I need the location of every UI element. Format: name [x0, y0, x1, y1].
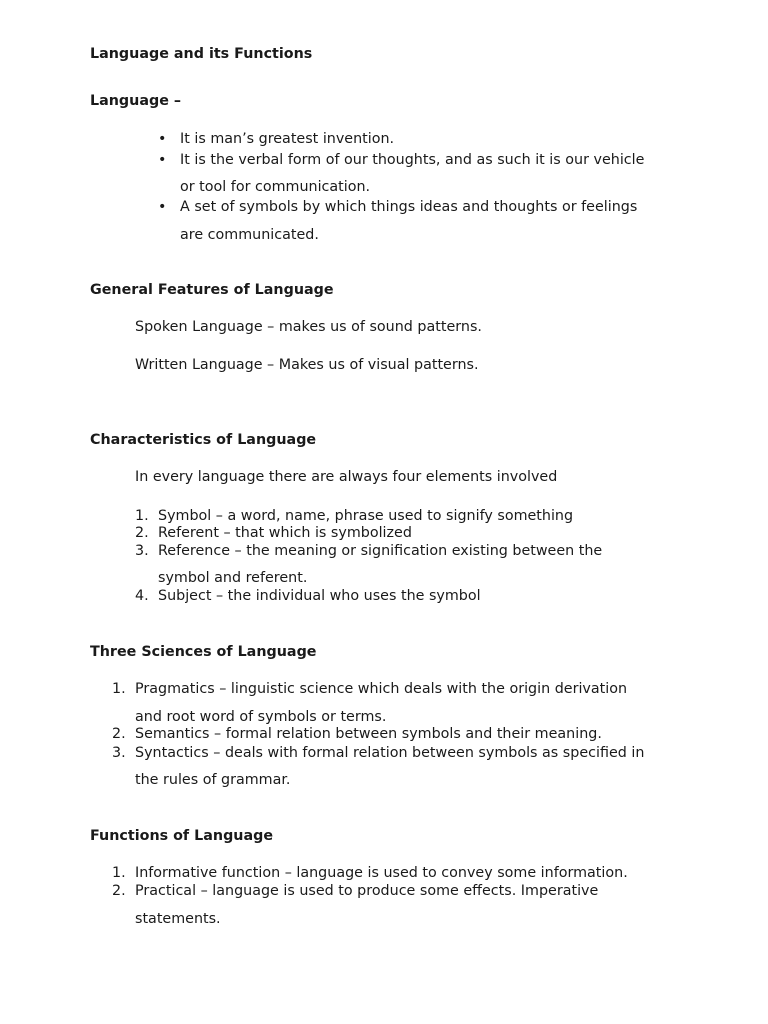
list-item-continuation: symbol and referent. [158, 570, 308, 586]
list-item: Practical – language is used to produce some effects. Imperative [135, 883, 599, 899]
list-marker: 2. [135, 525, 149, 541]
bullet-marker: • [158, 152, 167, 168]
characteristics-intro: In every language there are always four elements involved [135, 469, 558, 485]
written-language-text: Written Language – Makes us of visual patterns. [135, 357, 479, 373]
list-marker: 1. [135, 508, 149, 524]
bullet-text: A set of symbols by which things ideas and thoughts or feelings [180, 199, 638, 215]
list-item: Reference – the meaning or signification existing between the [158, 543, 603, 559]
list-marker: 2. [112, 726, 126, 742]
list-marker: 1. [112, 681, 126, 697]
list-item: Referent – that which is symbolized [158, 525, 412, 541]
spoken-language-text: Spoken Language – makes us of sound patterns. [135, 319, 482, 335]
list-marker: 4. [135, 588, 149, 604]
list-item-continuation: the rules of grammar. [135, 772, 291, 788]
list-item-continuation: and root word of symbols or terms. [135, 709, 387, 725]
bullet-marker: • [158, 199, 167, 215]
list-marker: 1. [112, 865, 126, 881]
general-features-heading: General Features of Language [90, 282, 334, 298]
language-heading: Language – [90, 93, 182, 109]
bullet-text-continuation: are communicated. [180, 227, 319, 243]
list-marker: 2. [112, 883, 126, 899]
characteristics-heading: Characteristics of Language [90, 432, 317, 448]
list-marker: 3. [135, 543, 149, 559]
bullet-text: It is the verbal form of our thoughts, and as such it is our vehicle [180, 152, 645, 168]
sciences-heading: Three Sciences of Language [90, 644, 317, 660]
bullet-marker: • [158, 131, 167, 147]
list-item: Informative function – language is used to convey some information. [135, 865, 628, 881]
bullet-text: It is man’s greatest invention. [180, 131, 395, 147]
list-item: Symbol – a word, name, phrase used to signify something [158, 508, 574, 524]
list-item: Subject – the individual who uses the symbol [158, 588, 481, 604]
list-item: Pragmatics – linguistic science which deals with the origin derivation [135, 681, 628, 697]
functions-heading: Functions of Language [90, 828, 274, 844]
list-item: Syntactics – deals with formal relation between symbols as specified in [135, 745, 645, 761]
bullet-text-continuation: or tool for communication. [180, 179, 371, 195]
list-item-continuation: statements. [135, 911, 221, 927]
document-title: Language and its Functions [90, 46, 313, 62]
list-item: Semantics – formal relation between symbols and their meaning. [135, 726, 602, 742]
list-marker: 3. [112, 745, 126, 761]
